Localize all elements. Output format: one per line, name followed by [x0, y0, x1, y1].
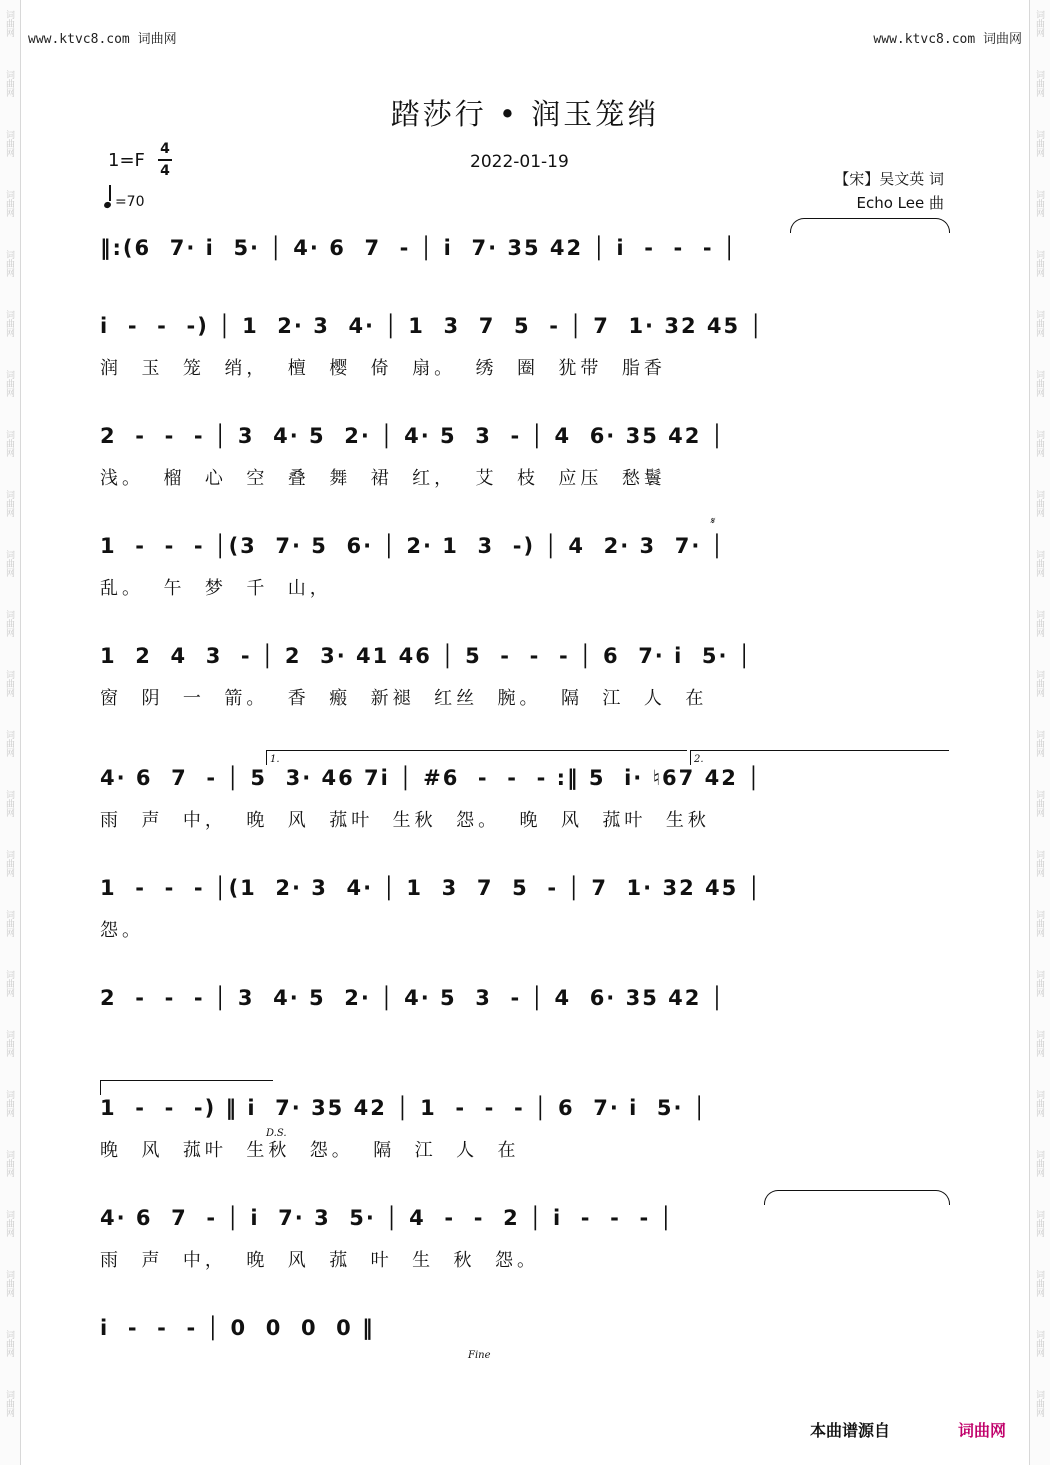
lyrics-line: 晚 风 菰叶 生秋 怨。 隔 江 人 在: [100, 1140, 520, 1161]
watermark-text: 词曲网: [4, 850, 14, 877]
notes-line: i - - -) │ 1 2· 3 4· │ 1 3 7 5 - │ 7 1· 32 45 │: [100, 314, 765, 338]
notes-line: ‖:(6 7· i 5· │ 4· 6 7 - │ i 7· 35 42 │ i - - - │: [100, 236, 738, 260]
score-row: [100, 982, 950, 1072]
watermark-text: 词曲网: [4, 490, 14, 517]
watermark-text: 词曲网: [4, 550, 14, 577]
watermark-text: 词曲网: [4, 190, 14, 217]
watermark-text: 词曲网: [4, 130, 14, 157]
watermark-text: 词曲网: [4, 1030, 14, 1057]
score-row: [100, 420, 950, 510]
watermark-text: 词曲网: [1034, 850, 1044, 877]
watermark-text: 词曲网: [4, 1330, 14, 1357]
notes-line: 1 - - - │(3 7· 5 6· │ 2· 1 3 -) │ 4 2· 3 7· │: [100, 534, 726, 558]
score-row: [100, 310, 950, 400]
ds-mark: D.S.: [266, 1128, 287, 1139]
watermark-text: 词曲网: [1034, 550, 1044, 577]
watermark-text: 词曲网: [4, 970, 14, 997]
score-date: 2022-01-19: [470, 152, 569, 172]
lyrics-line: 怨。: [100, 920, 144, 941]
watermark-text: 词曲网: [1034, 430, 1044, 457]
watermark-text: 词曲网: [4, 370, 14, 397]
segno-mark: 𝄋: [710, 516, 715, 527]
watermark-text: 词曲网: [4, 70, 14, 97]
site-label-left: www.ktvc8.com 词曲网: [28, 32, 177, 47]
score-row: [100, 530, 950, 620]
watermark-text: 词曲网: [1034, 1330, 1044, 1357]
notes-line: i - - - │ 0 0 0 0 ‖: [100, 1316, 375, 1340]
watermark-text: 词曲网: [1034, 490, 1044, 517]
volta-2-label: 2.: [694, 754, 704, 765]
watermark-text: 词曲网: [1034, 670, 1044, 697]
lyrics-line: 浅。 榴 心 空 叠 舞 裙 红， 艾 枝 应压 愁鬟: [100, 468, 666, 489]
score-row: [100, 1312, 950, 1402]
volta-2-bracket: [690, 750, 949, 765]
right-watermark-strip: [1029, 0, 1050, 1465]
watermark-text: 词曲网: [4, 1210, 14, 1237]
watermark-text: 词曲网: [4, 10, 14, 37]
volta-1-bracket: [266, 750, 687, 765]
score-row: [100, 640, 950, 730]
time-signature: [158, 141, 172, 179]
watermark-text: 词曲网: [1034, 310, 1044, 337]
notes-line: 2 - - - │ 3 4· 5 2· │ 4· 5 3 - │ 4 6· 35 42 │: [100, 986, 726, 1010]
watermark-text: 词曲网: [4, 730, 14, 757]
time-bottom: 4: [160, 163, 170, 179]
tie-slur: [790, 218, 950, 233]
watermark-text: 词曲网: [4, 790, 14, 817]
score-row: [100, 232, 950, 322]
watermark-text: 词曲网: [1034, 790, 1044, 817]
left-watermark-strip: [0, 0, 21, 1465]
watermark-text: 词曲网: [1034, 70, 1044, 97]
score-row: [100, 1202, 950, 1292]
watermark-text: 词曲网: [4, 1270, 14, 1297]
watermark-text: 词曲网: [4, 670, 14, 697]
notes-line: 1 2 4 3 - │ 2 3· 41 46 │ 5 - - - │ 6 7· i 5· │: [100, 644, 753, 668]
composer-credit: Echo Lee 曲: [856, 194, 944, 212]
watermark-text: 词曲网: [4, 910, 14, 937]
watermark-text: 词曲网: [1034, 1030, 1044, 1057]
notes-line: 1 - - -) ‖ i 7· 35 42 │ 1 - - - │ 6 7· i 5· │: [100, 1096, 708, 1120]
watermark-text: 词曲网: [1034, 130, 1044, 157]
notes-line: 1 - - - │(1 2· 3 4· │ 1 3 7 5 - │ 7 1· 32 45 │: [100, 876, 763, 900]
footer-source-label: 本曲谱源自: [810, 1421, 891, 1440]
watermark-text: 词曲网: [1034, 1090, 1044, 1117]
score-row: [100, 762, 950, 852]
watermark-text: 词曲网: [1034, 250, 1044, 277]
watermark-text: 词曲网: [4, 1090, 14, 1117]
watermark-text: 词曲网: [1034, 1150, 1044, 1177]
watermark-text: 词曲网: [1034, 190, 1044, 217]
time-top: 4: [160, 141, 170, 157]
watermark-text: 词曲网: [1034, 970, 1044, 997]
repeat-end-bracket: [100, 1080, 273, 1095]
song-title: 踏莎行 • 润玉笼绡: [390, 97, 660, 131]
watermark-text: 词曲网: [4, 1150, 14, 1177]
lyrics-line: 乱。 午 梦 千 山，: [100, 578, 332, 599]
score-row: [100, 1092, 950, 1182]
tempo-value: =70: [114, 194, 145, 210]
lyrics-line: [100, 1356, 950, 1382]
watermark-text: 词曲网: [4, 250, 14, 277]
watermark-text: 词曲网: [1034, 1270, 1044, 1297]
watermark-text: 词曲网: [1034, 1210, 1044, 1237]
watermark-text: 词曲网: [1034, 370, 1044, 397]
watermark-text: 词曲网: [1034, 10, 1044, 37]
notes-line: 4· 6 7 - │ 5 3· 46 7i │ #6 - - - :‖ 5 i· ♮67 42 │: [100, 766, 762, 790]
site-label-right: www.ktvc8.com 词曲网: [873, 32, 1022, 47]
watermark-text: 词曲网: [4, 430, 14, 457]
watermark-text: 词曲网: [4, 610, 14, 637]
watermark-text: 词曲网: [4, 310, 14, 337]
lyrics-line: 雨 声 中， 晚 风 菰 叶 生 秋 怨。: [100, 1250, 539, 1271]
lyrics-line: 润 玉 笼 绡， 檀 樱 倚 扇。 绣 圈 犹带 脂香: [100, 358, 666, 379]
fine-mark: Fine: [468, 1350, 491, 1361]
watermark-text: 词曲网: [1034, 1390, 1044, 1417]
score-row: [100, 872, 950, 962]
lyrics-line: 窗 阴 一 箭。 香 瘢 新褪 红丝 腕。 隔 江 人 在: [100, 688, 708, 709]
footer-source-site[interactable]: 词曲网: [958, 1421, 1007, 1440]
watermark-text: 词曲网: [1034, 730, 1044, 757]
lyrics-line: [100, 1026, 950, 1052]
tie-slur: [764, 1190, 950, 1205]
watermark-text: 词曲网: [4, 1390, 14, 1417]
lyricist-credit: 【宋】吴文英 词: [834, 170, 944, 188]
quarter-note-icon: [103, 201, 112, 209]
volta-1-label: 1.: [270, 754, 280, 765]
notes-line: 4· 6 7 - │ i 7· 3 5· │ 4 - - 2 │ i - - - │: [100, 1206, 675, 1230]
watermark-text: 词曲网: [1034, 610, 1044, 637]
lyrics-line: 雨 声 中， 晚 风 菰叶 生秋 怨。 晚 风 菰叶 生秋: [100, 810, 710, 831]
notes-line: 2 - - - │ 3 4· 5 2· │ 4· 5 3 - │ 4 6· 35 42 │: [100, 424, 726, 448]
tempo-mark: [104, 190, 145, 210]
watermark-text: 词曲网: [1034, 910, 1044, 937]
key-signature: 1=F: [108, 150, 145, 171]
lyrics-line: [100, 276, 950, 302]
